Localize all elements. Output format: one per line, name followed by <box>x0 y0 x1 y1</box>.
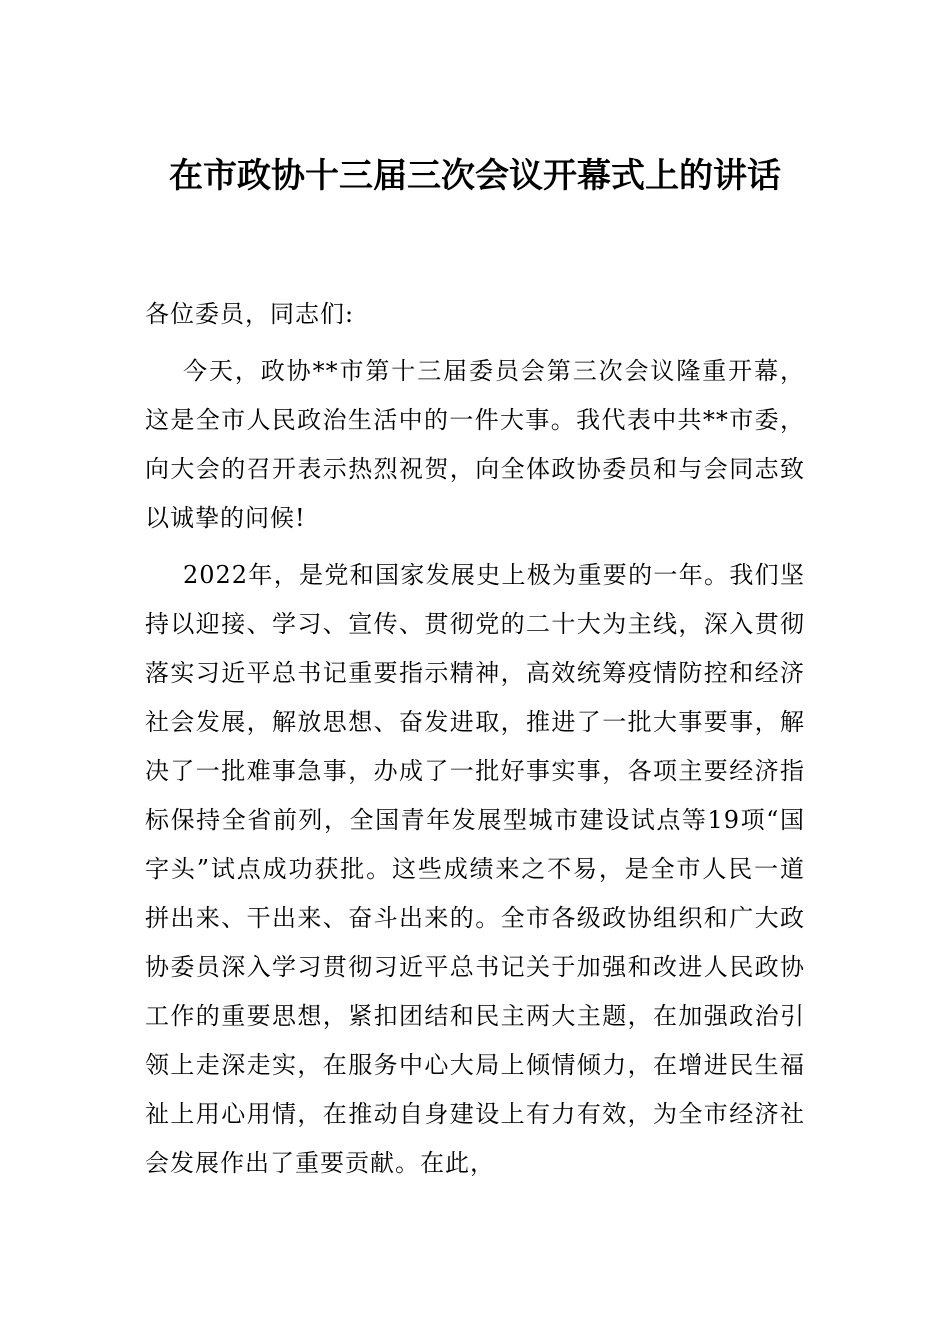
paragraph-review-2022: 2022年，是党和国家发展史上极为重要的一年。我们坚持以迎接、学习、宣传、贯彻党的二十大为主线，深入贯彻落实习近平总书记重要指示精神，高效统筹疫情防控和经济社会发展，解放思想、奋发进取，推进了一批大事要事，解决了一批难事急事，办成了一批好事实事，各项主要经济指标保持全省前列，全国青年发展型城市建设试点等19项“国字头”试点成功获批。这些成绩来之不易，是全市人民一道拼出来、干出来、奋斗出来的。全市各级政协组织和广大政协委员深入学习贯彻习近平总书记关于加强和改进人民政协工作的重要思想，紧扣团结和民主两大主题，在加强政治引领上走深走实，在服务中心大局上倾情倾力，在增进民生福祉上用心用情，在推动自身建设上有力有效，为全市经济社会发展作出了重要贡献。在此， <box>145 561 805 1177</box>
paragraph-opening: 今天，政协**市第十三届委员会第三次会议隆重开幕，这是全市人民政治生活中的一件大事。我代表中共**市委，向大会的召开表示热烈祝贺，向全体政协委员和与会同志致以诚挚的问候! <box>145 357 805 532</box>
document-body <box>145 290 805 1188</box>
document-title: 在市政协十三届三次会议开幕式上的讲话 <box>169 156 781 196</box>
salutation: 各位委员，同志们: <box>145 300 355 328</box>
